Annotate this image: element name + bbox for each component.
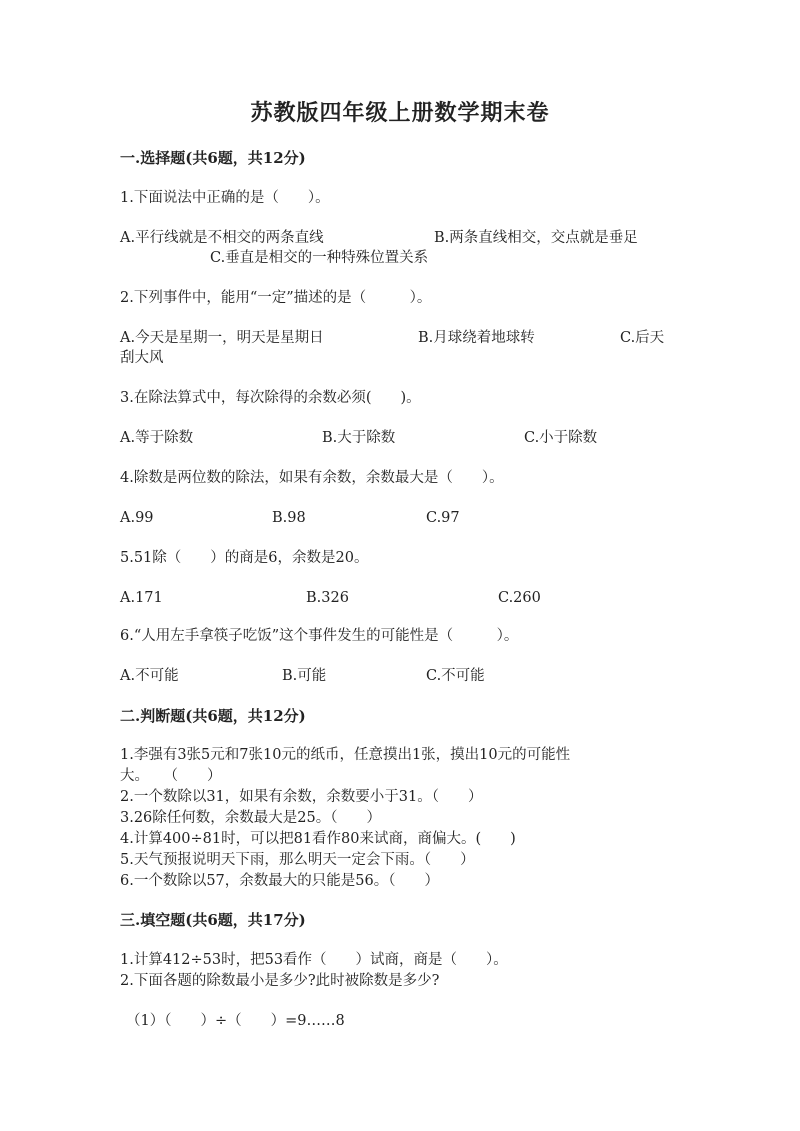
option-b: B.可能 bbox=[282, 668, 327, 684]
judgement-item: 3.26除任何数，余数最大是25。（ ） bbox=[120, 810, 381, 826]
judgement-item: 6.一个数除以57，余数最大的只能是56。（ ） bbox=[120, 873, 439, 889]
judgement-item-wrap: 大。 （ ） bbox=[120, 768, 222, 784]
option-b: B.两条直线相交，交点就是垂足 bbox=[434, 230, 638, 246]
option-c: C.后天 bbox=[620, 330, 665, 346]
option-c: C.97 bbox=[426, 510, 460, 526]
option-b: B.326 bbox=[306, 590, 349, 606]
option-b: B.月球绕着地球转 bbox=[418, 330, 535, 346]
question-stem: 1.下面说法中正确的是（ ）。 bbox=[120, 190, 330, 206]
section-heading-judgement: 二.判断题(共6题，共12分) bbox=[120, 707, 306, 725]
page-title: 苏教版四年级上册数学期末卷 bbox=[250, 100, 550, 126]
section-heading-fill: 三.填空题(共6题，共17分) bbox=[120, 911, 306, 929]
judgement-item: 1.李强有3张5元和7张10元的纸币，任意摸出1张，摸出10元的可能性 bbox=[120, 747, 571, 763]
option-b: B.98 bbox=[272, 510, 306, 526]
fill-item: 1.计算412÷53时，把53看作（ ）试商，商是（ ）。 bbox=[120, 952, 508, 968]
option-c: C.垂直是相交的一种特殊位置关系 bbox=[210, 250, 429, 266]
question-stem: 2.下列事件中，能用“一定”描述的是（ ）。 bbox=[120, 290, 432, 306]
option-a: A.171 bbox=[120, 590, 163, 606]
option-a: A.今天是星期一，明天是星期日 bbox=[120, 330, 324, 346]
option-c: C.小于除数 bbox=[524, 430, 598, 446]
question-stem: 6.“人用左手拿筷子吃饭”这个事件发生的可能性是（ ）。 bbox=[120, 628, 519, 644]
option-c: C.260 bbox=[498, 590, 541, 606]
option-a: A.等于除数 bbox=[120, 430, 194, 446]
fill-subitem: （1）（ ）÷（ ）=9……8 bbox=[126, 1013, 345, 1029]
question-stem: 3.在除法算式中，每次除得的余数必须( )。 bbox=[120, 390, 421, 406]
fill-item: 2.下面各题的除数最小是多少?此时被除数是多少? bbox=[120, 973, 440, 989]
option-c-wrap: 刮大风 bbox=[120, 350, 164, 366]
section-heading-choice: 一.选择题(共6题，共12分) bbox=[120, 149, 306, 167]
option-a: A.平行线就是不相交的两条直线 bbox=[120, 230, 324, 246]
question-stem: 4.除数是两位数的除法，如果有余数，余数最大是（ ）。 bbox=[120, 470, 504, 486]
option-a: A.99 bbox=[120, 510, 154, 526]
judgement-item: 5.天气预报说明天下雨，那么明天一定会下雨。（ ） bbox=[120, 852, 475, 868]
question-stem: 5.51除（ ）的商是6，余数是20。 bbox=[120, 550, 369, 566]
option-a: A.不可能 bbox=[120, 668, 179, 684]
option-c: C.不可能 bbox=[426, 668, 485, 684]
option-b: B.大于除数 bbox=[322, 430, 396, 446]
judgement-item: 2.一个数除以31，如果有余数，余数要小于31。（ ） bbox=[120, 789, 483, 805]
judgement-item: 4.计算400÷81时，可以把81看作80来试商，商偏大。( ) bbox=[120, 831, 516, 847]
